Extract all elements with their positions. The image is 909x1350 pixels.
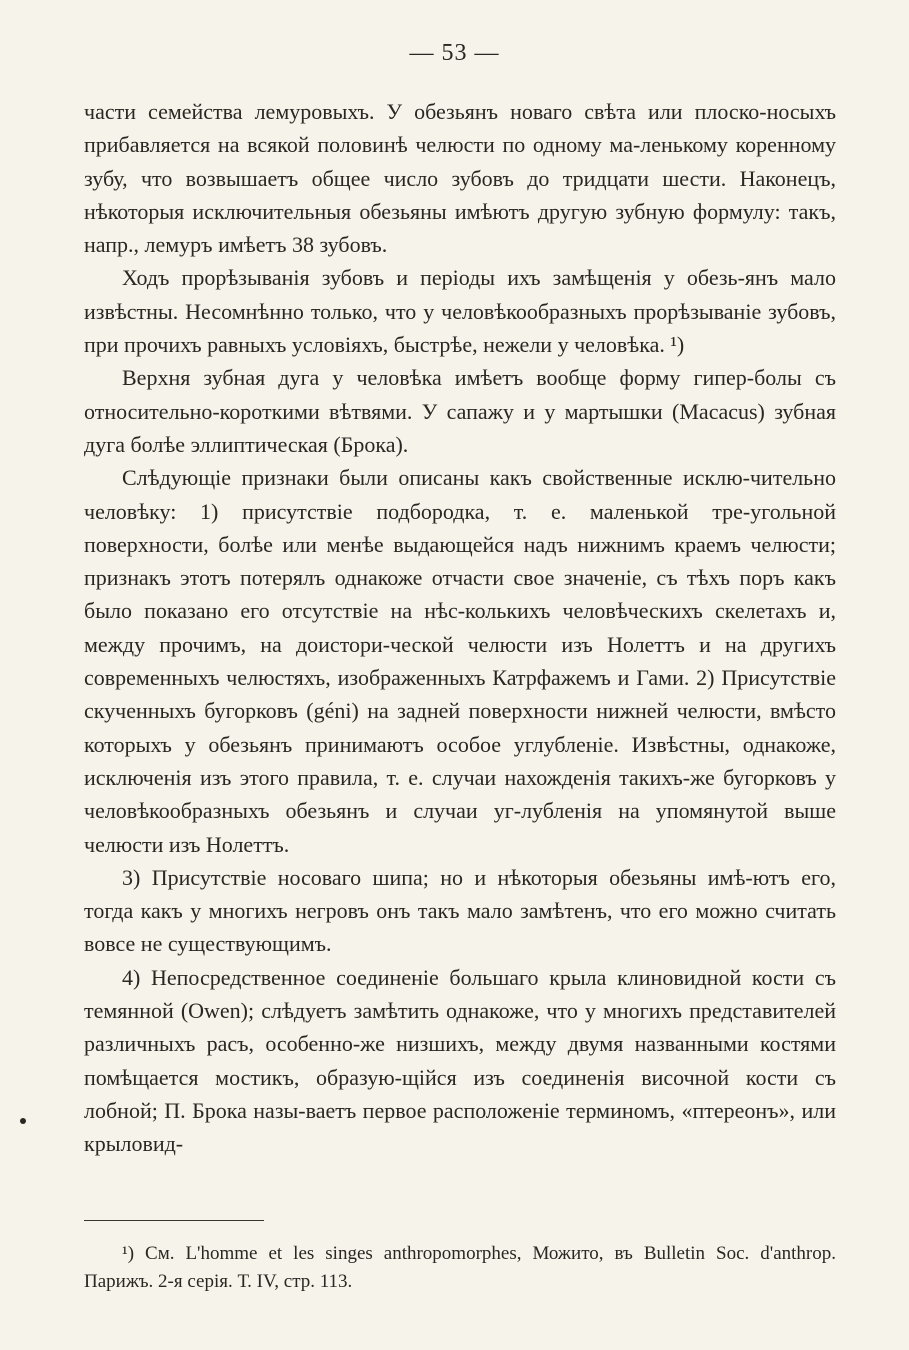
paragraph-4: Слѣдующіе признаки были описаны какъ свойственные исклю-чительно человѣку: 1) присутствіе подбородка, т. е. маленькой тре-угольной поверхности, болѣе или менѣе выдающейся надъ нижнимъ краемъ челюсти; признакъ этотъ потерялъ однакоже отчасти свое значеніе, съ тѣхъ поръ какъ было показано его отсутствіе на нѣс-колькихъ человѣческихъ скелетахъ и, между прочимъ, на доистори-ческой челюсти изъ Нолеттъ и на другихъ современныхъ челюстяхъ, изображенныхъ Катрфажемъ и Гами. 2) Присутствіе скученныхъ бугорковъ (géni) на задней поверхности нижней челюсти, вмѣсто которыхъ у обезьянъ принимаютъ особое углубленіе. Извѣстны, однакоже, исключенія изъ этого правила, т. е. случаи нахожденія такихъ-же бугорковъ у человѣкообразныхъ обезьянъ и случаи уг-лубленія на упомянутой выше челюсти изъ Нолеттъ. bbox=[84, 465, 836, 857]
paragraph-2: Ходъ прорѣзыванія зубовъ и періоды ихъ замѣщенія у обезь-янъ мало извѣстны. Несомнѣнно только, что у человѣкообразныхъ прорѣзываніе зубовъ, при прочихъ равныхъ условіяхъ, быстрѣе, нежели у человѣка. ¹) bbox=[84, 265, 836, 358]
footnote-text: ¹) См. L'homme et les singes anthropomorphes, Можито, въ Bulletin Soc. d'anthrop. Парижъ. 2-я серія. Т. IV, стр. 113. bbox=[84, 1243, 836, 1292]
paragraph-1: части семейства лемуровыхъ. У обезьянъ новаго свѣта или плоско-носыхъ прибавляется на всякой половинѣ челюсти по одному ма-ленькому коренному зубу, что возвышаетъ общее число зубовъ до тридцати шести. Наконецъ, нѣкоторыя исключительныя обезьяны имѣютъ другую зубную формулу: такъ, напр., лемуръ имѣетъ 38 зубовъ. bbox=[84, 99, 836, 258]
paragraph-5: 3) Присутствіе носоваго шипа; но и нѣкоторыя обезьяны имѣ-ютъ его, тогда какъ у многихъ негровъ онъ такъ мало замѣтенъ, что его можно считать вовсе не существующимъ. bbox=[84, 864, 836, 957]
body-text bbox=[84, 95, 836, 1161]
page-number-header: — 53 — bbox=[409, 40, 500, 66]
paragraph-3: Верхня зубная дуга у человѣка имѣетъ вообще форму гипер-болы съ относительно-короткими вѣтвями. У сапажу и у мартышки (Macacus) зубная дуга болѣе эллиптическая (Брока). bbox=[84, 365, 836, 457]
paragraph-6: 4) Непосредственное соединеніе большаго крыла клиновидной кости съ темянной (Owen); слѣдуетъ замѣтить однакоже, что у многихъ представителей различныхъ расъ, особенно-же низшихъ, между двумя названными костями помѣщается мостикъ, образую-щійся изъ соединенія височной кости съ лобной; П. Брока назы-ваетъ первое расположеніе терминомъ, «птереонъ», или крыловид- bbox=[84, 964, 836, 1157]
footnote-divider bbox=[84, 1220, 264, 1221]
footnote bbox=[84, 1240, 836, 1296]
margin-dot bbox=[20, 1118, 26, 1124]
